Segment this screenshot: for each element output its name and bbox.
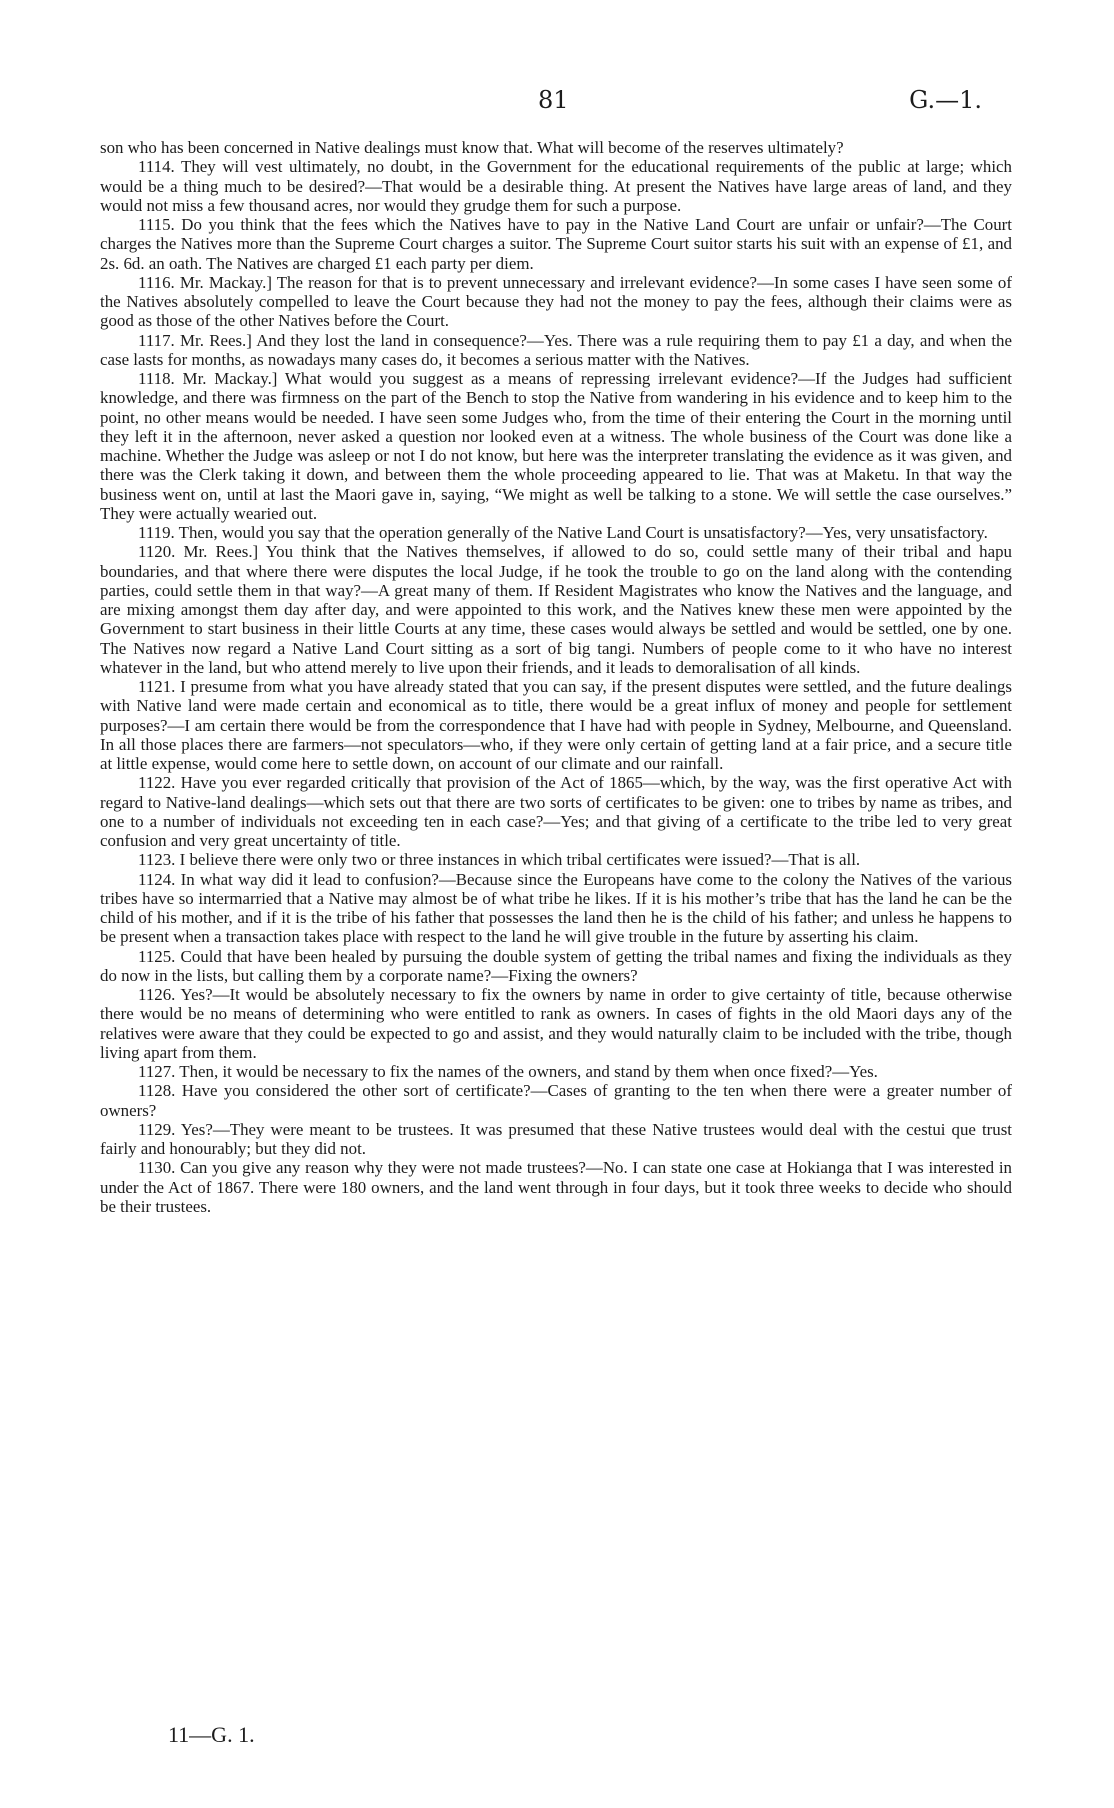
paragraph-continued: son who has been concerned in Native dealings must know that. What will become of the reserves ultimately? xyxy=(100,138,844,157)
paragraph-1125: 1125. Could that have been healed by pursuing the double system of getting the tribal names and fixing the individuals as they do now in the lists, but calling them by a corporate name?—Fixing the owners? xyxy=(100,946,1012,985)
paragraph-1121: 1121. I presume from what you have already stated that you can say, if the present disputes were settled, and the future dealings with Native land were made certain and economical as to title, there would be a great influx of money and people for settlement purposes?—I am certain there would be from the correspondence that I have had with people in Sydney, Melbourne, and Queensland. In all those places there are farmers—not speculators—who, if they were only certain of getting land at a fair price, and a secure title at little expense, would come here to settle down, on account of our climate and our rainfall. xyxy=(100,677,1012,773)
page-number: 81 xyxy=(538,86,569,114)
paragraph-1122: 1122. Have you ever regarded critically that provision of the Act of 1865—which, by the way, was the first operative Act with regard to Native-land dealings—which sets out that there are two sorts of certificates to be given: one to tribes by name as tribes, and one to a number of individuals not exceeding ten in each case?—Yes; and that giving of a certificate to the tribe led to very great confusion and very great uncertainty of title. xyxy=(100,773,1012,850)
paragraph-1115: 1115. Do you think that the fees which the Natives have to pay in the Native Land Court are unfair or unfair?—The Court charges the Natives more than the Supreme Court charges a suitor. The Supreme Court suitor starts his suit with an expense of £1, and 2s. 6d. an oath. The Natives are charged £1 each party per diem. xyxy=(100,215,1012,273)
signature-mark: 11—G. 1. xyxy=(168,1722,255,1747)
page-body xyxy=(100,138,1012,1216)
paragraph-1114: 1114. They will vest ultimately, no doubt, in the Government for the educational requirements of the public at large; which would be a thing much to be desired?—That would be a desirable thing. At present the Natives have large areas of land, and they would not miss a few thousand acres, nor would they grudge them for such a purpose. xyxy=(100,157,1012,215)
paragraph-1119: 1119. Then, would you say that the operation generally of the Native Land Court is unsatisfactory?—Yes, very unsatisfactory. xyxy=(138,523,988,542)
paragraph-1130: 1130. Can you give any reason why they were not made trustees?—No. I can state one case at Hokianga that I was interested in under the Act of 1867. There were 180 owners, and the land went through in four days, but it took three weeks to decide who should be their trustees. xyxy=(100,1158,1012,1216)
paragraph-1126: 1126. Yes?—It would be absolutely necessary to fix the owners by name in order to give certainty of title, because otherwise there would be no means of determining who were entitled to rank as owners. In cases of fights in the old Maori days any of the relatives were aware that they could be expected to go and assist, and they would naturally claim to be included with the tribe, though living apart from them. xyxy=(100,985,1012,1062)
paragraph-1123: 1123. I believe there were only two or three instances in which tribal certificates were issued?—That is all. xyxy=(138,850,861,870)
paragraph-1129: 1129. Yes?—They were meant to be trustees. It was presumed that these Native trustees would deal with the cestui que trust fairly and honourably; but they did not. xyxy=(100,1119,1012,1158)
paragraph-1117: 1117. Mr. Rees.] And they lost the land in consequence?—Yes. There was a rule requiring them to pay £1 a day, and when the case lasts for months, as nowadays many cases do, it becomes a serious matter with the Natives. xyxy=(100,330,1012,369)
paragraph-1116: 1116. Mr. Mackay.] The reason for that is to prevent unnecessary and irrelevant evidence?—In some cases I have seen some of the Natives absolutely compelled to leave the Court because they had not the money to pay the fees, although their claims were as good as those of the other Natives before the Court. xyxy=(100,272,1012,331)
paragraph-1128: 1128. Have you considered the other sort of certificate?—Cases of granting to the ten when there were a greater number of owners? xyxy=(100,1081,1012,1120)
paragraph-1120: 1120. Mr. Rees.] You think that the Natives themselves, if allowed to do so, could settle many of their tribal and hapu boundaries, and that where there were disputes the local Judge, if he took the trouble to go on the land along with the contending parties, could settle them in that way?—A great many of them. If Resident Magistrates who know the Natives and the language, and are mixing amongst them day after day, and were appointed to this work, and the Natives knew these men were appointed by the Government to start business in their little Courts at any time, these cases would always be settled and would be settled, one by one. The Natives now regard a Native Land Court sitting as a sort of big tangi. Numbers of people come to it who have no interest whatever in the land, but who attend merely to live upon their friends, and it leads to demoralisation of all kinds. xyxy=(100,542,1012,677)
paragraph-1124: 1124. In what way did it lead to confusion?—Because since the Europeans have come to the colony the Natives of the various tribes have so intermarried that a Native may almost be of what tribe he likes. If it is his mother’s tribe that has the land he can be the child of his mother, and if it is the tribe of his father that possesses the land then he is the child of his father; and unless he happens to be present when a transaction takes place with respect to the land he will give trouble in the future by asserting his claim. xyxy=(100,869,1012,947)
document-series-code: G.—1. xyxy=(909,86,982,114)
paragraph-1127: 1127. Then, it would be necessary to fix the names of the owners, and stand by them when once fixed?—Yes. xyxy=(138,1062,878,1081)
paragraph-1118: 1118. Mr. Mackay.] What would you suggest as a means of repressing irrelevant evidence?—If the Judges had sufficient knowledge, and there was firmness on the part of the Bench to stop the Native from wandering in his evidence and to keep him to the point, no other means would be needed. I have seen some Judges who, from the time of their entering the Court in the morning until they left it in the afternoon, never asked a question nor looked even at a witness. The whole business of the Court was done like a machine. Whether the Judge was asleep or not I do not know, but here was the interpreter translating the evidence as it was given, and there was the Clerk taking it down, and between them the whole proceeding appeared to lie. That was at Maketu. In that way the business went on, until at last the Maori gave in, saying, “We might as well be talking to a stone. We will settle the case ourselves.” They were actually wearied out. xyxy=(100,369,1012,523)
